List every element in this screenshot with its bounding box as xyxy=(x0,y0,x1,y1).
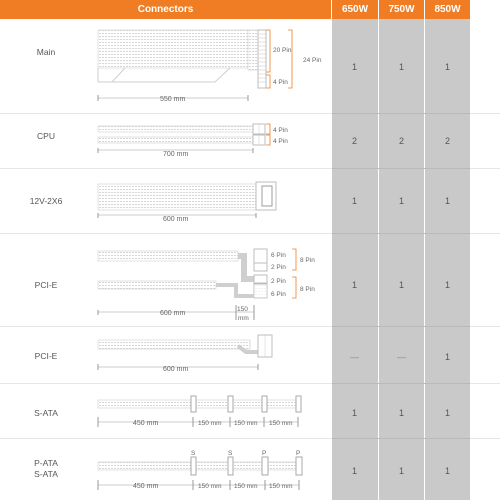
pcie-extra-length-label: 150 xyxy=(237,306,248,313)
column-divider xyxy=(332,326,470,327)
value-pcie-650w: 1 xyxy=(351,280,357,290)
value-pata-750w: 1 xyxy=(398,466,404,476)
value-pcie-850w: 1 xyxy=(444,280,450,290)
sata-seg2-label: 150 mm xyxy=(234,420,258,427)
pcie-2pin-a-label: 2 Pin xyxy=(271,264,286,271)
row-label-cpu: CPU xyxy=(37,131,55,141)
value-12v-650w: 1 xyxy=(351,196,357,206)
value-pata-850w: 1 xyxy=(444,466,450,476)
value-sata-650w: 1 xyxy=(351,408,357,418)
row-label-12v-2x6: 12V-2X6 xyxy=(29,196,63,206)
cpu-4pin-b-label: 4 Pin xyxy=(273,138,288,145)
value-12v-850w: 1 xyxy=(444,196,450,206)
pcie-8pin-b-label: 8 Pin xyxy=(300,286,315,293)
value-pcie2-750w: — xyxy=(397,352,406,362)
pcie-6pin-b-label: 6 Pin xyxy=(271,291,286,298)
value-main-650w: 1 xyxy=(351,62,357,72)
pcie-extra-unit-label: mm xyxy=(238,315,249,322)
value-12v-750w: 1 xyxy=(398,196,404,206)
column-divider xyxy=(332,113,470,114)
pcie-length-label: 600 mm xyxy=(160,310,186,317)
column-divider xyxy=(332,438,470,439)
sata-seg1-label: 150 mm xyxy=(198,420,222,427)
header-750w: 750W xyxy=(379,0,424,19)
pata-conn4-label: P xyxy=(296,450,301,457)
pata-conn3-label: P xyxy=(262,450,267,457)
value-pata-650w: 1 xyxy=(351,466,357,476)
pata-seg1-label: 150 mm xyxy=(198,483,222,490)
column-divider xyxy=(332,168,470,169)
value-sata-850w: 1 xyxy=(444,408,450,418)
pata-conn2-label: S xyxy=(228,450,233,457)
header-connectors: Connectors xyxy=(0,0,331,19)
cpu-cable-diagram xyxy=(98,124,270,153)
value-main-850w: 1 xyxy=(444,62,450,72)
pata-conn1-label: S xyxy=(191,450,196,457)
sata-seg3-label: 150 mm xyxy=(269,420,293,427)
row-label-main: Main xyxy=(36,47,56,57)
column-divider xyxy=(332,383,470,384)
12v-2x6-cable-diagram xyxy=(98,182,276,218)
row-label-s-ata-2: S-ATA xyxy=(34,469,58,479)
pcie2-length-label: 600 mm xyxy=(163,366,189,373)
pcie-8pin-a-label: 8 Pin xyxy=(300,257,315,264)
value-sata-750w: 1 xyxy=(398,408,404,418)
pcie-single-cable-diagram xyxy=(98,335,272,370)
header-650w: 650W xyxy=(332,0,378,19)
sata-length-label: 450 mm xyxy=(133,420,159,427)
main-24pin-label: 24 Pin xyxy=(303,57,322,64)
value-pcie2-650w: — xyxy=(350,352,359,362)
column-divider xyxy=(332,233,470,234)
pcie-6pin-a-label: 6 Pin xyxy=(271,252,286,259)
value-cpu-850w: 2 xyxy=(444,136,450,146)
pata-seg2-label: 150 mm xyxy=(234,483,258,490)
value-cpu-750w: 2 xyxy=(398,136,404,146)
12v-length-label: 600 mm xyxy=(163,216,189,223)
row-label-pci-e-2: PCI-E xyxy=(34,351,58,361)
row-label-pci-e: PCI-E xyxy=(34,280,58,290)
cpu-length-label: 700 mm xyxy=(163,151,189,158)
value-pcie2-850w: 1 xyxy=(444,352,450,362)
header-850w: 850W xyxy=(425,0,470,19)
cpu-4pin-a-label: 4 Pin xyxy=(273,127,288,134)
main-cable-diagram xyxy=(98,30,292,101)
pata-length-label: 450 mm xyxy=(133,483,159,490)
value-cpu-650w: 2 xyxy=(351,136,357,146)
value-main-750w: 1 xyxy=(398,62,404,72)
pata-seg3-label: 150 mm xyxy=(269,483,293,490)
pcie-2pin-b-label: 2 Pin xyxy=(271,278,286,285)
pcie-cable-diagram xyxy=(98,249,296,320)
row-label-p-ata: P-ATA xyxy=(34,458,58,468)
row-label-s-ata: S-ATA xyxy=(34,408,58,418)
main-20pin-label: 20 Pin xyxy=(273,47,292,54)
main-length-label: 550 mm xyxy=(160,96,186,103)
value-pcie-750w: 1 xyxy=(398,280,404,290)
main-4pin-label: 4 Pin xyxy=(273,79,288,86)
